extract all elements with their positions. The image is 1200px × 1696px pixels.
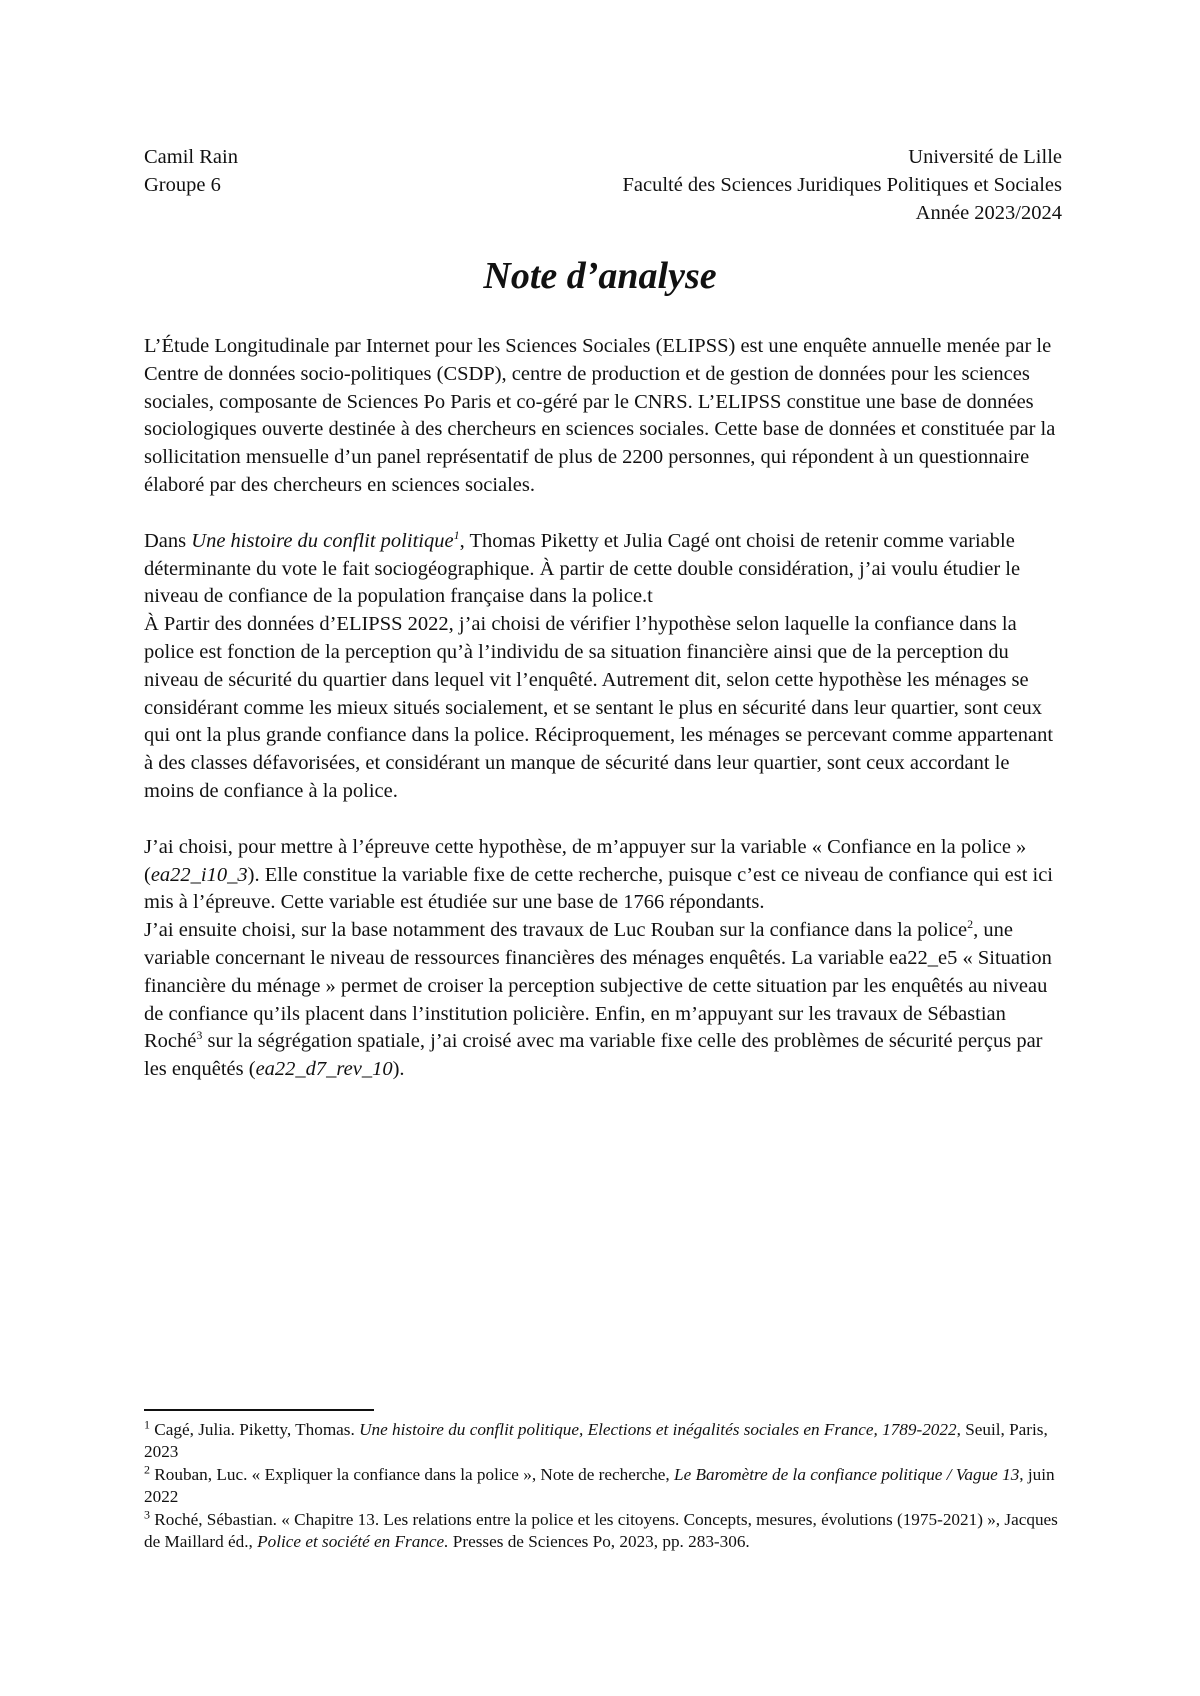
variable-name: ea22_d7_rev_10 (255, 1058, 393, 1081)
footnote-ref-3: 3 (196, 1028, 203, 1043)
author-block (144, 143, 238, 227)
footnote-separator (144, 1409, 374, 1411)
footnote-3: $^3$ Roché, Sébastian. « Chapitre 13. Les relations entre la police et les citoyens. Concepts, mesures, évolutions (1975-2021) », Jacques de Maillard éd., Police et société en France. Presses de Sciences Po, 2023, pp. 283-306. (144, 1506, 1058, 1552)
institution-block (622, 143, 1062, 227)
footnote-ref-1: 1 (453, 527, 460, 542)
book-title: Une histoire du conflit politique (191, 529, 454, 552)
footnote-2: $^2$ Rouban, Luc. « Expliquer la confiance dans la police », Note de recherche, Le Baromètre de la confiance politique / Vague 13, juin 2022 (144, 1462, 1055, 1507)
faculty-name: Faculté des Sciences Juridiques Politiques et Sociales (622, 174, 1062, 196)
footnote-1: $^1$ Cagé, Julia. Piketty, Thomas. Une histoire du conflit politique, Elections et inégalités sociales en France, 1789-2022, Seuil, Paris, 2023 (144, 1417, 1048, 1462)
author-name: Camil Rain (144, 146, 238, 168)
document-header (144, 143, 1062, 227)
author-group: Groupe 6 (144, 174, 221, 196)
academic-year: Année 2023/2024 (915, 202, 1062, 224)
document-title: Note d’analyse (483, 255, 717, 297)
paragraph-fixed-variable: J’ai choisi, pour mettre à l’épreuve cette hypothèse, de m’appuyer sur la variable « Confiance en la police » (ea22_i10_3). Elle constitue la variable fixe de cette recherche, puisque c’est ce niveau de confiance qui est ici mis à l’épreuve. Cette variable est étudiée sur une base de 1766 répondants. (144, 835, 1054, 914)
footnote-ref-2: 2 (967, 917, 974, 932)
paragraph-intro: L’Étude Longitudinale par Internet pour les Sciences Sociales (ELIPSS) est une enquête annuelle menée par le Centre de données socio-politiques (CSDP), centre de production et de gestion de données pour les sciences sociales, composante de Sciences Po Paris et co-géré par le CNRS. L’ELIPSS constitue une base de données sociologiques ouverte destinée à des chercheurs en sciences sociales. Cette base de données et constituée par la sollicitation mensuelle d’un panel représentatif de plus de 2200 personnes, qui répondent à un questionnaire élaboré par des chercheurs en sciences sociales. (144, 335, 1056, 496)
variable-name: ea22_i10_3 (150, 863, 248, 886)
paragraph-hypothesis: À Partir des données d’ELIPSS 2022, j’ai choisi de vérifier l’hypothèse selon laquelle la confiance dans la police est fonction de la perception qu’à l’individu de sa situation financière ainsi que de la perception du niveau de sécurité du quartier dans lequel vit l’enquêté. Autrement dit, selon cette hypothèse les ménages se considérant comme les mieux situés socialement, et se sentant le plus en sécurité dans leur quartier, sont ceux qui ont la plus grande confiance dans la police. Réciproquement, les ménages se percevant comme appartenant à des classes défavorisées, et considérant un manque de sécurité dans leur quartier, sont ceux accordant le moins de confiance à la police. (144, 613, 1054, 802)
footnotes (144, 1419, 1062, 1553)
paragraph-variables: J’ai ensuite choisi, sur la base notamment des travaux de Luc Rouban sur la confiance dans la police$^2$, une variable concernant le niveau de ressources financières des ménages enquêtés. La variable ea22_e5 « Situation financière du ménage » permet de croiser la perception subjective de cette situation par les enquêtés au niveau de confiance qu’ils placent dans l’institution policière. Enfin, en m’appuyant sur les travaux de Sébastian Roché$^3$ sur la ségrégation spatiale, j’ai croisé avec ma variable fixe celle des problèmes de sécurité perçus par les enquêtés (ea22_d7_rev_10). (144, 917, 1052, 1081)
document-body (144, 333, 1062, 1084)
paragraph-context: Dans Une histoire du conflit politique$^1$, Thomas Piketty et Julia Cagé ont choisi de retenir comme variable déterminante du vote le fait sociogéographique. À partir de cette double considération, j’ai voulu étudier le niveau de confiance de la population française dans la police.t (144, 527, 1021, 608)
university-name: Université de Lille (908, 146, 1062, 168)
